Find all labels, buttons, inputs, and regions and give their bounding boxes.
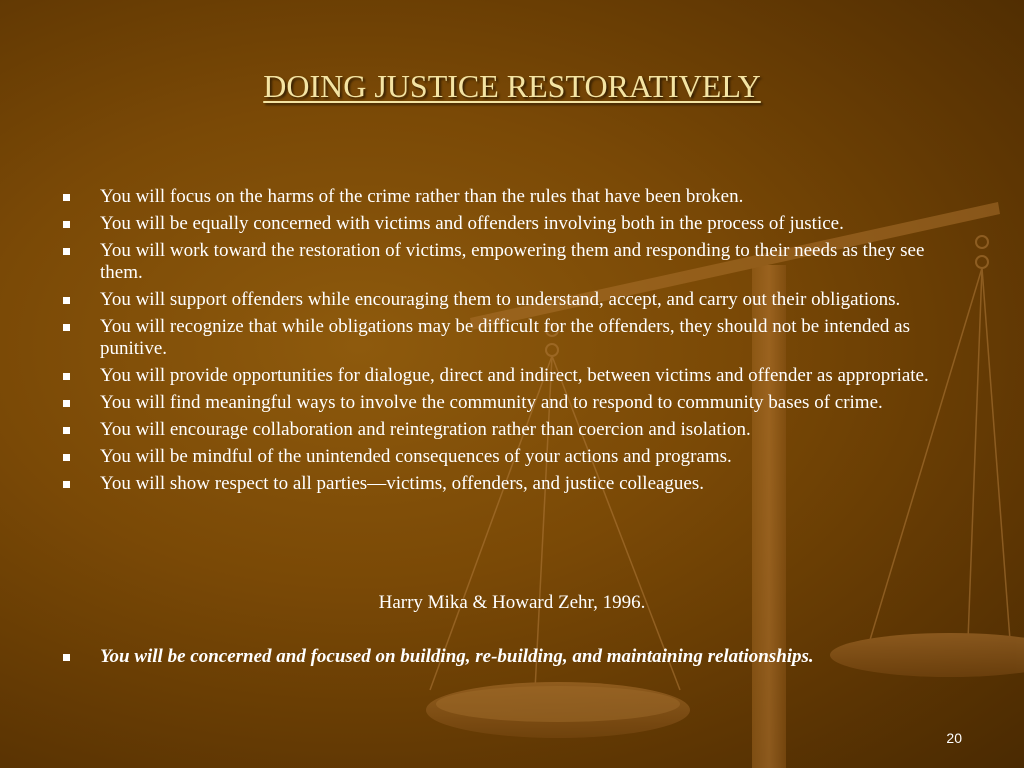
- square-bullet-icon: [63, 654, 70, 661]
- bullet-text: You will show respect to all parties—victims, offenders, and justice colleagues.: [100, 473, 705, 494]
- list-item: [60, 213, 965, 235]
- list-item: [60, 240, 965, 284]
- bullet-text: You will recognize that while obligations may be difficult for the offenders, they should not be intended as punitive.: [100, 316, 910, 359]
- square-bullet-icon: [63, 373, 70, 380]
- emphasis-bullet-text: You will be concerned and focused on building, re-building, and maintaining relationships.: [100, 646, 814, 667]
- list-item: [60, 289, 965, 311]
- list-item: [60, 316, 965, 360]
- square-bullet-icon: [63, 454, 70, 461]
- list-item: [60, 419, 965, 441]
- bullet-list: [60, 186, 965, 500]
- list-item: [60, 365, 965, 387]
- square-bullet-icon: [63, 297, 70, 304]
- square-bullet-icon: [63, 427, 70, 434]
- bullet-text: You will provide opportunities for dialogue, direct and indirect, between victims and offender as appropriate.: [100, 365, 929, 386]
- page-number: 20: [946, 730, 962, 746]
- bullet-text: You will work toward the restoration of victims, empowering them and responding to their needs as they see them.: [100, 240, 925, 283]
- bullet-text: You will be equally concerned with victims and offenders involving both in the process of justice.: [100, 213, 844, 234]
- square-bullet-icon: [63, 481, 70, 488]
- bullet-text: You will find meaningful ways to involve the community and to respond to community bases of crime.: [100, 392, 883, 413]
- square-bullet-icon: [63, 324, 70, 331]
- square-bullet-icon: [63, 248, 70, 255]
- slide-title: DOING JUSTICE RESTORATIVELY: [263, 68, 761, 104]
- list-item: [60, 186, 965, 208]
- square-bullet-icon: [63, 221, 70, 228]
- bullet-text: You will focus on the harms of the crime rather than the rules that have been broken.: [100, 186, 744, 207]
- bullet-text: You will encourage collaboration and reintegration rather than coercion and isolation.: [100, 419, 751, 440]
- attribution: Harry Mika & Howard Zehr, 1996.: [378, 592, 646, 613]
- list-item: [60, 446, 965, 468]
- bullet-text: You will support offenders while encouraging them to understand, accept, and carry out their obligations.: [100, 289, 901, 310]
- bullet-text: You will be mindful of the unintended consequences of your actions and programs.: [100, 446, 732, 467]
- emphasis-bullet-list: [60, 645, 980, 669]
- square-bullet-icon: [63, 400, 70, 407]
- list-item: [60, 473, 965, 495]
- square-bullet-icon: [63, 194, 70, 201]
- emphasis-list-item: [60, 645, 980, 669]
- list-item: [60, 392, 965, 414]
